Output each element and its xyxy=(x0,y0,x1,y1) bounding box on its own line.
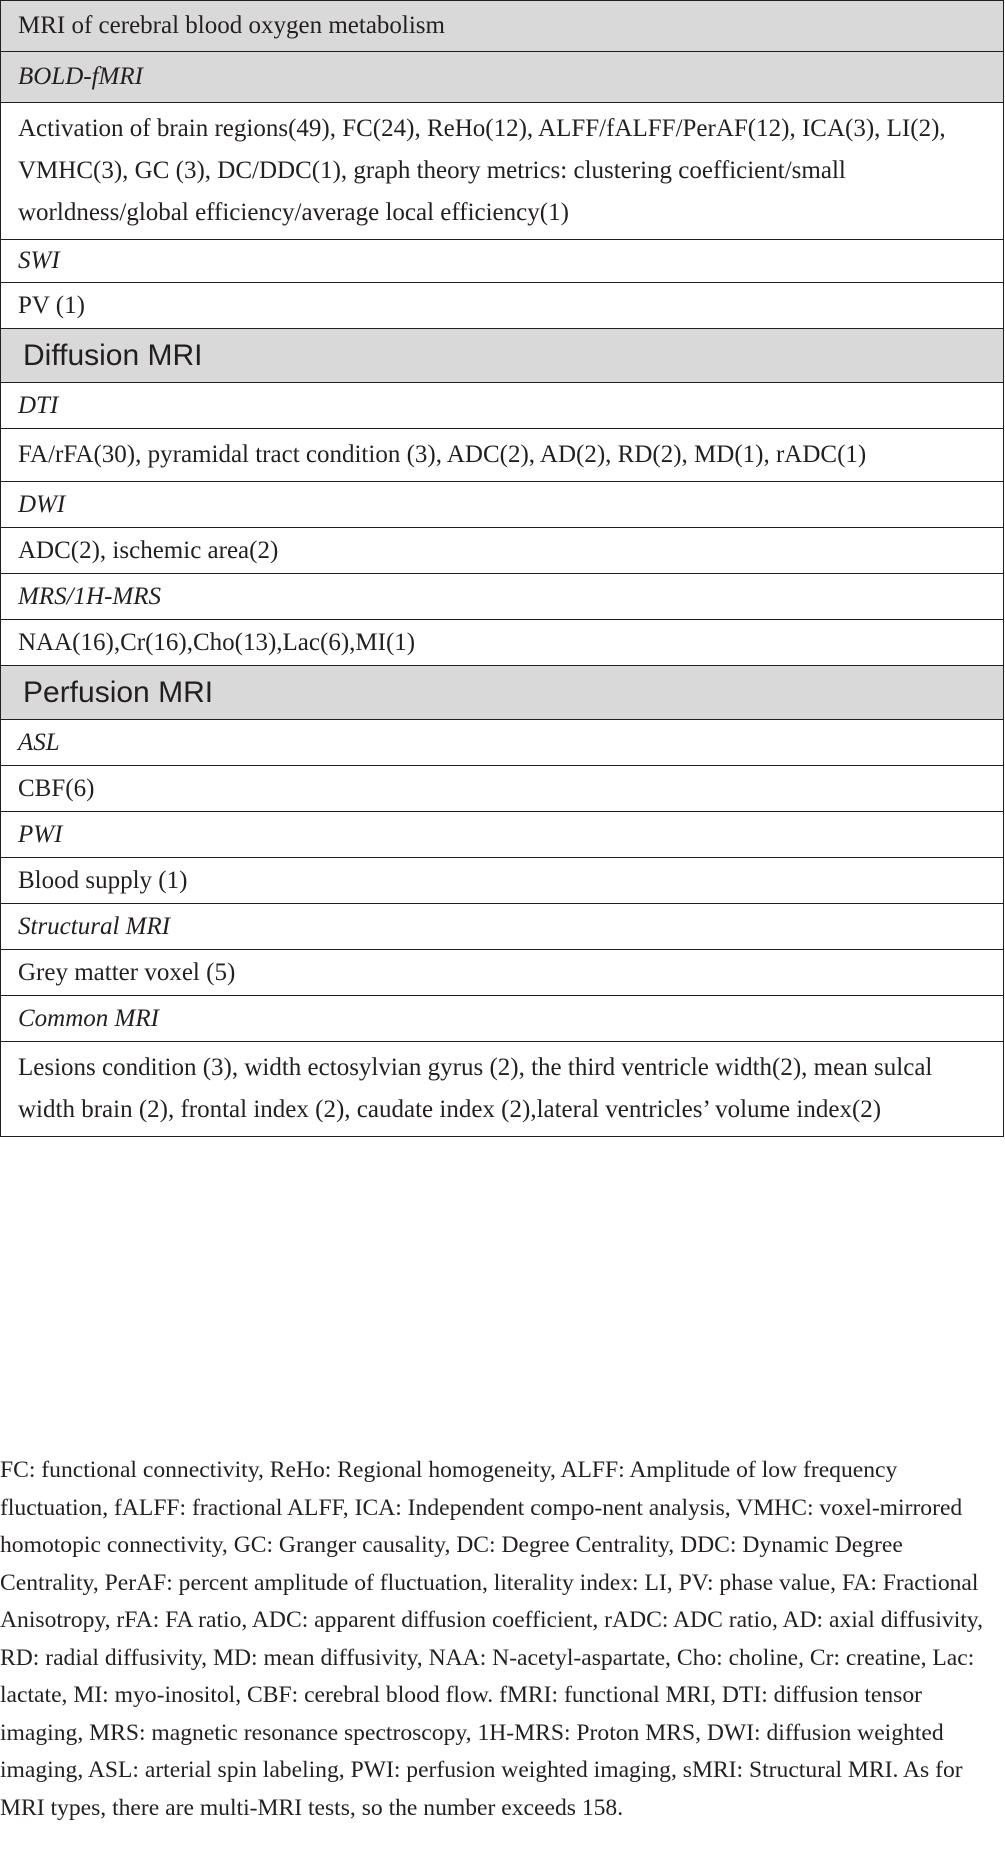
table-footnote: FC: functional connectivity, ReHo: Regional homogeneity, ALFF: Amplitude of low frequency fluctuation, fALFF: fractional ALFF, ICA: Independent compo-nent analysis, VMHC: voxel-mirrored homotopic connectivity, GC: Granger causality, DC: Degree Centrality, DDC: Dynamic Degree Centrality, PerAF: percent amplitude of fluctuation, literality index: LI, PV: phase value, FA: Fractional Anisotropy, rFA: FA ratio, ADC: apparent diffusion coefficient, rADC: ADC ratio, AD: axial diffusivity, RD: radial diffusivity, MD: mean diffusivity, NAA: N-acetyl-aspartate, Cho: choline, Cr: creatine, Lac: lactate, MI: myo-inositol, CBF: cerebral blood flow. fMRI: functional MRI, DTI: diffusion tensor imaging, MRS: magnetic resonance spectroscopy, 1H-MRS: Proton MRS, DWI: diffusion weighted imaging, ASL: arterial spin labeling, PWI: perfusion weighted imaging, sMRI: Structural MRI. As for MRI types, there are multi-MRI tests, so the number exceeds 158. xyxy=(0,1457,983,1821)
technique-cell: Common MRI xyxy=(1,996,1004,1042)
table-row-metrics xyxy=(1,1042,1004,1137)
table-row-metrics xyxy=(1,620,1004,666)
table-row-technique xyxy=(1,996,1004,1042)
subsection-header-cell: BOLD-fMRI xyxy=(1,52,1004,103)
metrics-cell xyxy=(1,103,1004,240)
technique-cell: PWI xyxy=(1,812,1004,858)
technique-cell: SWI xyxy=(1,240,1004,283)
table-row-metrics xyxy=(1,766,1004,812)
table-row-metrics xyxy=(1,103,1004,240)
metrics-cell: CBF(6) xyxy=(1,766,1004,812)
table-row-metrics xyxy=(1,858,1004,904)
metrics-text: Lesions condition (3), width ectosylvian gyrus (2), the third ventricle width(2), mean sulcal width brain (2), frontal index (2), caudate index (2),lateral ventricles’ volume index(2) xyxy=(18,1054,933,1123)
technique-cell: DWI xyxy=(1,482,1004,528)
metrics-cell: NAA(16),Cr(16),Cho(13),Lac(6),MI(1) xyxy=(1,620,1004,666)
technique-cell: ASL xyxy=(1,720,1004,766)
section-header-cell: Perfusion MRI xyxy=(1,666,1004,720)
metrics-cell: Grey matter voxel (5) xyxy=(1,950,1004,996)
metrics-text: Activation of brain regions(49), FC(24), ReHo(12), ALFF/fALFF/PerAF(12), ICA(3), LI(2), VMHC(3), GC (3), DC/DDC(1), graph theory metrics: clustering coefficient/small worldness/global efficiency/average local efficiency(1) xyxy=(18,115,946,226)
table-row-section-header xyxy=(1,329,1004,383)
table-row-technique xyxy=(1,574,1004,620)
section-header-cell: MRI of cerebral blood oxygen metabolism xyxy=(1,1,1004,52)
table-row-technique xyxy=(1,904,1004,950)
table-row-section-header xyxy=(1,666,1004,720)
metrics-cell: PV (1) xyxy=(1,283,1004,329)
table-row-technique xyxy=(1,720,1004,766)
table-row-metrics xyxy=(1,528,1004,574)
technique-cell: DTI xyxy=(1,383,1004,429)
table-row-metrics xyxy=(1,429,1004,482)
table-row-metrics xyxy=(1,283,1004,329)
table-row-technique xyxy=(1,240,1004,283)
metrics-cell: ADC(2), ischemic area(2) xyxy=(1,528,1004,574)
metrics-cell xyxy=(1,429,1004,482)
technique-cell: MRS/1H-MRS xyxy=(1,574,1004,620)
technique-cell: Structural MRI xyxy=(1,904,1004,950)
table-row-technique xyxy=(1,383,1004,429)
table-row-technique xyxy=(1,812,1004,858)
table-row-section-header xyxy=(1,1,1004,52)
table-row-technique xyxy=(1,482,1004,528)
metrics-cell xyxy=(1,1042,1004,1137)
table-row-section-subheader xyxy=(1,52,1004,103)
metrics-text: FA/rFA(30), pyramidal tract condition (3), ADC(2), AD(2), RD(2), MD(1), rADC(1) xyxy=(18,441,867,468)
metrics-cell: Blood supply (1) xyxy=(1,858,1004,904)
section-header-cell: Diffusion MRI xyxy=(1,329,1004,383)
table-row-metrics xyxy=(1,950,1004,996)
